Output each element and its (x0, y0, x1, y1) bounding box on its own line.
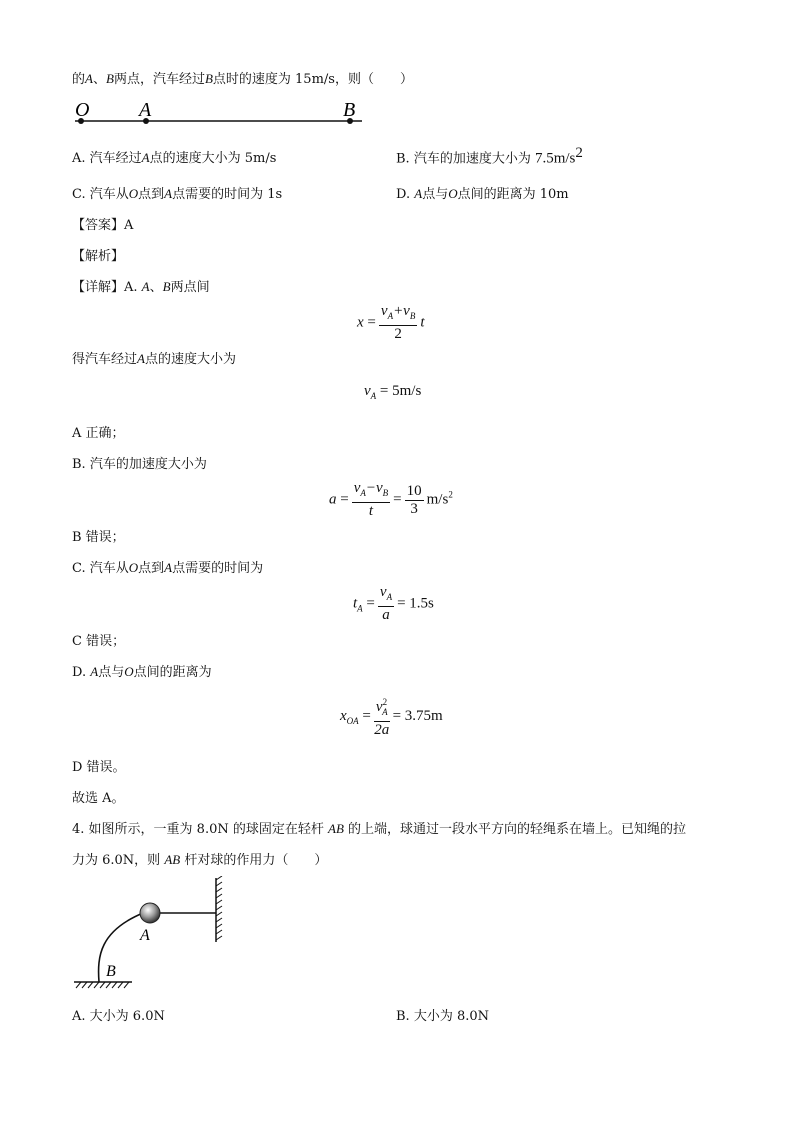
q3-option-b[interactable]: B. 汽车的加速度大小为 $7.5m/s^2$ (396, 145, 583, 167)
q4-rod-figure (70, 876, 240, 992)
ball (140, 903, 160, 923)
detail-c-line: C. 汽车从O点到A点需要的时间为 (72, 560, 264, 576)
q3-line-figure (70, 96, 370, 130)
d-wrong: D 错误。 (72, 760, 126, 775)
label-a: A (140, 927, 150, 944)
q4-option-a[interactable]: A. 大小为 6.0N (72, 1009, 165, 1024)
answer-label: 【答案】A (72, 218, 134, 233)
detail-d-line: D. A点与O点间的距离为 (72, 664, 212, 680)
conclusion: 故选 A。 (72, 791, 125, 806)
q3-option-d[interactable]: D. A点与O点间的距离为 10m (396, 186, 569, 202)
detail-intro: 【详解】A. A、B两点间 (72, 279, 210, 295)
label-o: O (75, 99, 90, 121)
c-wrong: C 错误； (72, 634, 126, 649)
equation-1: x = $\frac{v_A+v_B}{2}$ t (357, 303, 425, 342)
b-wrong: B 错误； (72, 530, 125, 545)
wall-hatch (216, 876, 222, 940)
a-correct: A 正确； (72, 426, 125, 441)
equation-4: $t_A$ = $\frac{v_A}{a}$ = 1.5s (353, 584, 434, 623)
q4-stem-line-1: 4. 如图所示，一重为 8.0N 的球固定在轻杆 AB 的上端，球通过一段水平方向的轻绳系在墙上。已知绳的拉 (72, 821, 687, 837)
label-b: B (343, 99, 356, 121)
q4-stem-line-2: 力为 6.0N，则 AB 杆对球的作用力（ ） (72, 852, 328, 868)
q3-stem-line: 的A、B两点，汽车经过B点时的速度为 15m/s，则（ ） (72, 71, 413, 87)
label-b: B (106, 963, 116, 980)
equation-3: a = $\frac{v_A-v_B}{t}$ = $\frac{10}{3}$ $m/s^2$ (329, 480, 453, 519)
q3-option-c[interactable]: C. 汽车从O点到A点需要的时间为 1s (72, 186, 283, 202)
label-a: A (139, 99, 152, 121)
q3-option-a[interactable]: A. 汽车经过A点的速度大小为 5m/s (72, 150, 277, 166)
q4-option-b[interactable]: B. 大小为 8.0N (396, 1009, 489, 1024)
equation-2: $v_A = 5m/s$ (364, 383, 422, 401)
analysis-label: 【解析】 (72, 249, 125, 264)
detail-b-line: B. 汽车的加速度大小为 (72, 457, 207, 472)
ground-hatch (76, 982, 129, 988)
equation-5: $x_{OA}$ = $\frac{v^2_A}{2a}$ = 3.75m (340, 694, 443, 739)
detail-a-line: 得汽车经过A点的速度大小为 (72, 351, 236, 367)
